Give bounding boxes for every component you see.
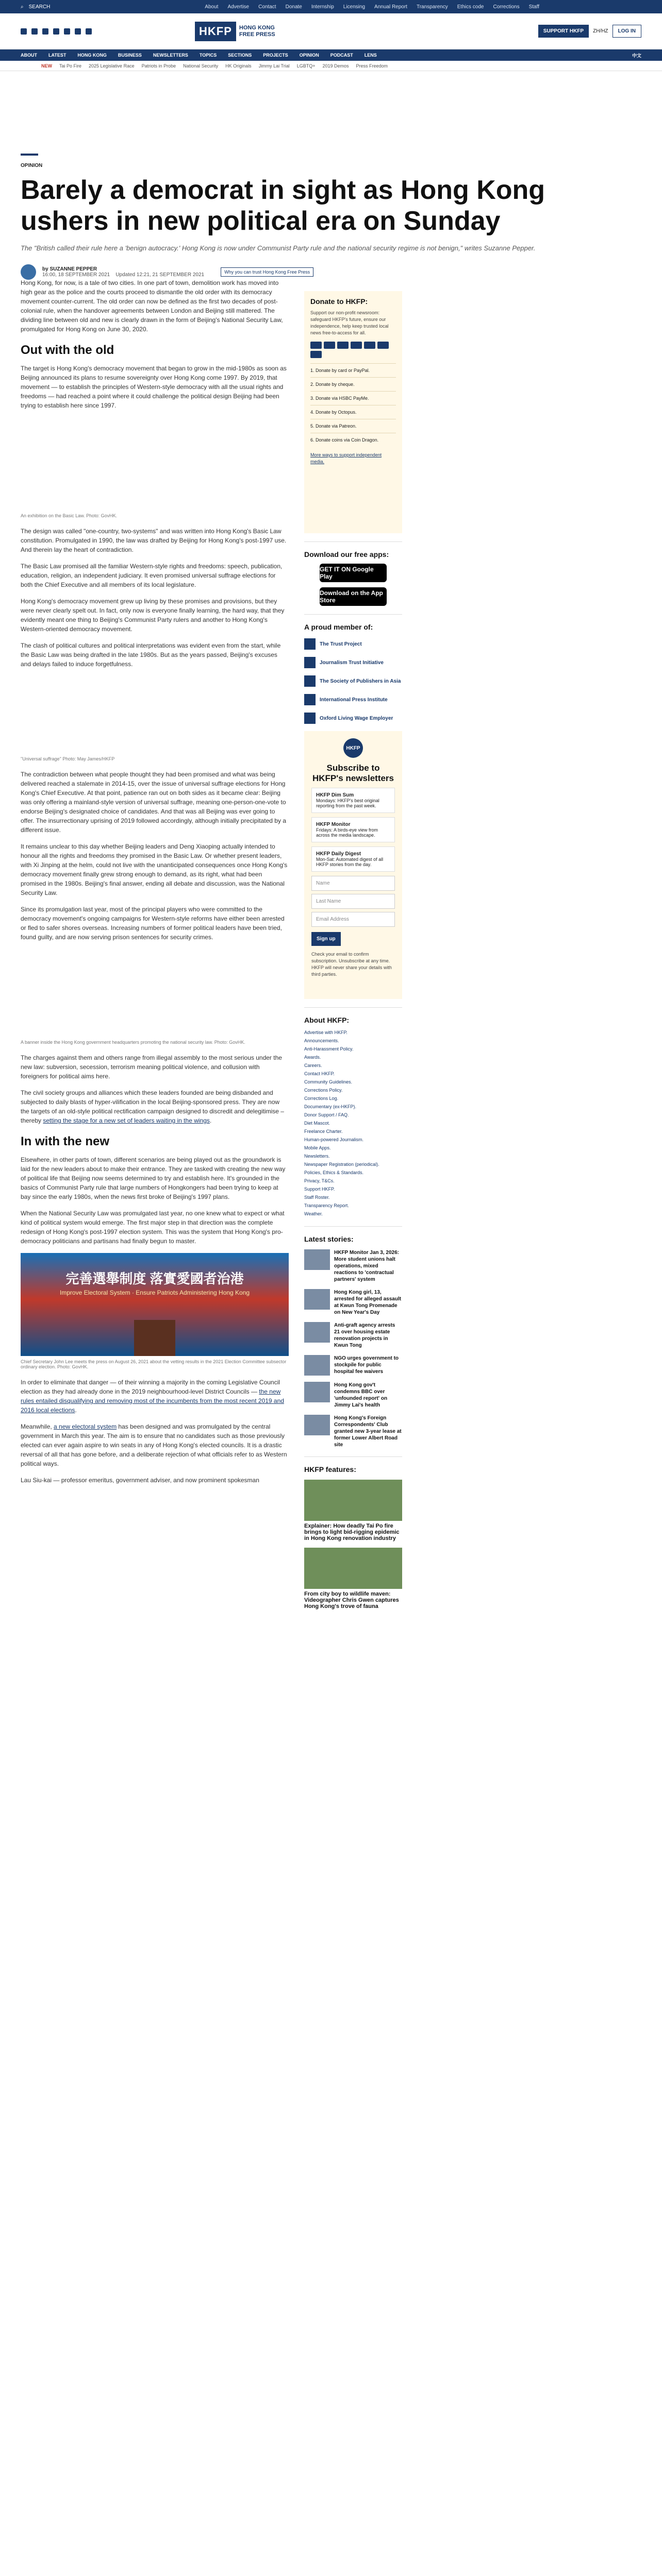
newsletter-option[interactable]: HKFP Dim Sum Mondays: HKFP's best original reporting from the past week. [311, 788, 395, 813]
banner-subline: Improve Electoral System · Ensure Patriots Administering Hong Kong [59, 1289, 250, 1296]
about-link[interactable]: Documentary (ex-HKFP). [304, 1104, 357, 1109]
paypal-icon [351, 342, 362, 349]
ipi-icon [304, 694, 316, 705]
logo-text-2: FREE PRESS [239, 31, 275, 38]
author-name[interactable]: by SUZANNE PEPPER [42, 266, 97, 272]
inline-link[interactable]: setting the stage for a new set of leaders waiting in the wings [43, 1117, 210, 1124]
utility-link[interactable]: Transparency [416, 4, 448, 10]
payment-icons [310, 342, 396, 358]
trust-project-icon [304, 638, 316, 650]
article-body [21, 278, 289, 1492]
story-item[interactable]: HKFP Monitor Jan 3, 2026: More student unions halt operations, mixed reactions to 'contractual partners' system [304, 1249, 402, 1283]
support-button[interactable]: SUPPORT HKFP [538, 25, 589, 38]
article-header [0, 154, 662, 280]
article-title: Barely a democrat in sight as Hong Kong ushers in new political era on Sunday [21, 175, 545, 236]
nav-item-latest[interactable]: LATEST [48, 53, 67, 58]
utility-link[interactable]: Donate [285, 4, 302, 10]
trending-link[interactable]: 2019 Demos [322, 63, 349, 69]
paragraph: The civil society groups and alliances which these leaders founded are being disbanded and subjected to daily blasts of hyper-vilification in the local Beijing-sponsored press. They are now the targets of an old-style political rectification campaign designed to discredit and delegitimise – thereby setting the stage for a new set of leaders waiting in the wings. [21, 1089, 284, 1124]
youtube-icon[interactable] [53, 28, 59, 35]
updated-date: Updated 12:21, 21 SEPTEMBER 2021 [115, 272, 205, 278]
feature-thumbnail [304, 1548, 402, 1589]
story-thumbnail [304, 1322, 330, 1343]
member-logo[interactable]: Journalism Trust Initiative [304, 657, 402, 668]
story-thumbnail [304, 1355, 330, 1376]
about-link[interactable]: Corrections Policy. [304, 1088, 343, 1093]
utility-link[interactable]: Ethics code [457, 4, 484, 10]
story-thumbnail [304, 1289, 330, 1310]
newsletter-option[interactable]: HKFP Daily Digest Mon-Sat: Automated digest of all HKFP stories from the day. [311, 846, 395, 872]
about-link[interactable]: Policies, Ethics & Standards. [304, 1170, 364, 1175]
paragraph: Meanwhile, a new electoral system has been designed and was promulgated by the central government in March this year. The aim is to ensure that no candidates such as those previously elected can ever again aspire to win seats in any of Hong Kong's elected councils. It is a drastic reversal of all that has gone before, and a deliberate rejection of what officials refer to as Western political ways. [21, 1423, 287, 1467]
divider [304, 614, 402, 615]
photo-caption: "Universal suffrage" Photo: May James/HKFP [21, 756, 115, 761]
app-store-badge[interactable]: Download on the App Store [320, 587, 387, 606]
facebook-icon[interactable] [21, 28, 27, 35]
subheading: In with the new [21, 1134, 109, 1148]
basic-law-exhibition-photo [21, 417, 289, 510]
utility-link[interactable]: Corrections [493, 4, 520, 10]
trending-bar [0, 61, 662, 71]
email-field[interactable]: Email Address [311, 912, 395, 927]
about-link[interactable]: Transparency Report. [304, 1203, 349, 1208]
paragraph: When the National Security Law was promulgated last year, no one knew what to expect or what kind of political system would emerge. The first major step in that direction was the complete redesign of Hong Kong's post-1997 election system. This was the system that Hong Kong's pro-democracy politicians and partisans had finally begun to master. [21, 1210, 285, 1245]
site-header [0, 13, 662, 49]
first-name-field[interactable]: Name [311, 876, 395, 891]
about-link[interactable]: Newsletters. [304, 1154, 330, 1159]
trending-link[interactable]: National Security [183, 63, 219, 69]
story-thumbnail [304, 1249, 330, 1270]
trending-link[interactable]: Jimmy Lai Trial [258, 63, 290, 69]
newsletter-title: Subscribe to HKFP's newsletters [312, 763, 394, 783]
article-deck: The "British called their rule here a 'benign autocracy.' Hong Kong is now under Communist Party rule and the national security regime is not benign," writes Suzanne Pepper. [21, 244, 536, 252]
about-title: About HKFP: [304, 1016, 350, 1024]
subheading: Out with the old [21, 343, 114, 357]
logo-text-1: HONG KONG [239, 24, 275, 31]
about-link[interactable]: Mobile Apps. [304, 1145, 331, 1150]
story-item[interactable]: Hong Kong girl, 13, arrested for alleged assault at Kwun Tong Promenade on New Year's Day [304, 1289, 402, 1316]
photo-caption: Chief Secretary John Lee meets the press on August 26, 2021 about the vetting results in the 2021 Election Committee subsector ordinary election. Photo: GovHK. [21, 1359, 287, 1369]
feature-item[interactable]: From city boy to wildlife maven: Videographer Chris Gwen captures Hong Kong's trove of fauna [304, 1548, 402, 1609]
article-kicker[interactable]: OPINION [21, 163, 43, 168]
paragraph: The contradiction between what people thought they had been promised and what was being delivered reached a stalemate in 2014-15, over the issue of universal suffrage elections for Hong Kong's Chief Executive. At that point, patience ran out on both sides as it became clear: Beijing was only offering a mainland-style version of universal suffrage, meaning one-person-one-vote to endorse Beijing's designated choice of candidates. And that was all Beijing was ever going to offer. The insurrectionary uprising of 2019 followed accordingly, although initially precipitated by a different issue. [21, 771, 286, 834]
inline-link[interactable]: a new electoral system [54, 1423, 117, 1430]
donate-title: Donate to HKFP: [310, 297, 368, 306]
signup-button[interactable]: Sign up [311, 932, 341, 946]
story-item[interactable]: NGO urges government to stockpile for public hospital fee waivers [304, 1355, 402, 1376]
about-link[interactable]: Freelance Charter. [304, 1129, 343, 1134]
utility-link[interactable]: Annual Report [374, 4, 407, 10]
latest-title: Latest stories: [304, 1235, 354, 1243]
story-item[interactable]: Hong Kong's Foreign Correspondents' Club granted new 3-year lease at former Lower Albert Road site [304, 1415, 402, 1448]
payme-icon [364, 342, 375, 349]
sopa-icon [304, 675, 316, 687]
about-link[interactable]: Weather. [304, 1211, 323, 1216]
banner-headline: 完善選舉制度 落實愛國者治港 [65, 1271, 244, 1286]
member-logo[interactable]: Oxford Living Wage Employer [304, 713, 402, 724]
story-thumbnail [304, 1415, 330, 1435]
universal-suffrage-photo [21, 676, 289, 753]
about-link[interactable]: Support HKFP. [304, 1187, 335, 1192]
nav-item-lens[interactable]: LENS [364, 53, 377, 58]
trust-badge[interactable]: Why you can trust Hong Kong Free Press [221, 267, 313, 277]
trending-link[interactable]: Tai Po Fire [59, 63, 82, 69]
utility-link[interactable]: Internship [311, 4, 334, 10]
member-title: A proud member of: [304, 623, 373, 631]
story-item[interactable]: Anti-graft agency arrests 21 over housing estate renovation projects in Kwun Tong [304, 1322, 402, 1349]
site-logo[interactable]: HKFP HONG KONG FREE PRESS [195, 22, 275, 41]
donate-option[interactable]: 2. Donate by cheque. [310, 377, 396, 391]
story-item[interactable]: Hong Kong gov't condemns BBC over 'unfounded report' on Jimmy Lai's health [304, 1382, 402, 1409]
inline-link[interactable]: the new rules entailed disqualifying and removing most of the incumbents from the most recent 2019 and 2016 local elections [21, 1388, 284, 1414]
living-wage-icon [304, 713, 316, 724]
about-link[interactable]: Staff Roster. [304, 1195, 330, 1200]
about-link[interactable]: Community Guidelines. [304, 1079, 353, 1084]
trending-link[interactable]: HK Originals [225, 63, 252, 69]
paragraph: It remains unclear to this day whether Beijing leaders and Deng Xiaoping actually intended to honour all the rights and freedoms they promised in the Basic Law. Or whether present leaders, with Xi Jinping at the helm, could not live with the unanticipated consequences once Hong Kong's democracy movement finally grew strong enough to demand, as its right, what had been promised in the 1980s. Beijing's final answer, ending all debate and discussion, was the National Security Law. [21, 843, 288, 896]
about-link[interactable]: Newspaper Registration (periodical). [304, 1162, 379, 1167]
donate-box [304, 291, 402, 533]
about-link[interactable]: Human-powered Journalism. [304, 1137, 364, 1142]
feature-item[interactable]: Explainer: How deadly Tai Po fire brings to light bid-rigging epidemic in Hong Kong renovation industry [304, 1480, 402, 1541]
nav-item-about[interactable]: ABOUT [21, 53, 37, 58]
donate-option[interactable]: 1. Donate by card or PayPal. [310, 363, 396, 377]
section-rule [21, 154, 38, 156]
divider [304, 541, 402, 542]
about-link[interactable]: Careers. [304, 1063, 322, 1068]
login-button[interactable]: LOG IN [613, 25, 641, 38]
about-link[interactable]: Announcements. [304, 1038, 339, 1043]
amex-icon [337, 342, 349, 349]
features-title: HKFP features: [304, 1465, 356, 1473]
jti-icon [304, 657, 316, 668]
donate-text: Support our non-profit newsroom: safeguard HKFP's future, ensure our independence, help keep trusted local news free-to-access for all. [310, 310, 389, 335]
donate-option[interactable]: 5. Donate via Patreon. [310, 419, 396, 433]
feature-thumbnail [304, 1480, 402, 1521]
patreon-icon [310, 351, 322, 358]
utility-link[interactable]: Staff [528, 4, 539, 10]
story-thumbnail [304, 1382, 330, 1402]
apps-title: Download our free apps: [304, 550, 389, 558]
hkfp-badge-icon: HKFP [343, 738, 363, 758]
divider [304, 1226, 402, 1227]
sidebar [304, 291, 402, 1616]
instagram-icon[interactable] [42, 28, 48, 35]
member-logo[interactable]: The Trust Project [304, 638, 402, 650]
visa-icon [324, 342, 335, 349]
author-avatar [21, 264, 36, 280]
paragraph: The Basic Law promised all the familiar Western-style rights and freedoms: speech, publication, education, religion, an independent judiciary. It even promised universal suffrage elections for both the Chief Executive and all members of its local legislature. [21, 563, 283, 588]
mastercard-icon [310, 342, 322, 349]
paragraph: Hong Kong's democracy movement grew up living by these promises and provisions, but they were never clearly spelt out. In fact, only now is everyone finally learning, the hard way, that they evidently meant one thing to Beijing's Communist Party rulers and another to Hong Kong's Western-oriented democracy movement. [21, 598, 285, 633]
language-toggle[interactable]: ZH/HZ [593, 28, 608, 34]
more-ways-link[interactable]: More ways to support independent media. [310, 452, 382, 464]
paragraph: Hong Kong, for now, is a tale of two cities. In one part of town, demolition work has moved into high gear as the police and the courts proceed to dismantle the old order with its democracy movement counter-current. The old order can now be defined as the first two decades of post-colonial rule, when the handover agreements between London and Beijing still mattered. The dividing line between old and new is clearly drawn in the form of Beijing's National Security Law, promulgated for Hong Kong on June 30, 2020. [21, 279, 283, 333]
utility-link[interactable]: Contact [258, 4, 276, 10]
telegram-icon[interactable] [64, 28, 70, 35]
donate-option[interactable]: 4. Donate by Octopus. [310, 405, 396, 419]
trending-label: NEW [41, 63, 52, 69]
about-link[interactable]: Awards. [304, 1055, 321, 1060]
paragraph: Elsewhere, in other parts of town, different scenarios are being played out as the groundwork is laid for the new leaders about to make their entrance. They are tasked with creating the new way of political life that Beijing now seems determined to try and establish here. It's grounded in the basics of Communist Party rule that large numbers of Hongkongers had been trying to keep at bay since the early 1980s, when the news first broke of Beijing's 1997 plans. [21, 1156, 286, 1200]
about-list [304, 1028, 402, 1218]
paragraph: The clash of political cultures and political interpretations was evident even from the start, while the Basic Law was being drafted in the late 1980s. But as the years passed, Beijing's excuses and delays failed to induce forgetfulness. [21, 642, 281, 668]
search-icon[interactable]: ⌕ [21, 4, 24, 10]
nsl-banner-photo [21, 949, 289, 1037]
paragraph: In order to eliminate that danger — of their winning a majority in the coming Legislative Council election as they had already done in the 2019 neighbourhood-level District Councils — the new rules entailed disqualifying and removing most of the incumbents from the most recent 2019 and 2016 local elections. [21, 1379, 284, 1414]
donate-option[interactable]: 6. Donate coins via Coin Dragon. [310, 433, 396, 447]
press-conference-photo [21, 1253, 289, 1356]
newsletter-note: Check your email to confirm subscription. Unsubscribe at any time. HKFP will never share your details with third parties. [311, 952, 392, 977]
trending-link[interactable]: 2025 Legislative Race [89, 63, 135, 69]
donate-option[interactable]: 3. Donate via HSBC PayMe. [310, 391, 396, 405]
divider [304, 1007, 402, 1008]
nav-item-opinion[interactable]: OPINION [299, 53, 319, 58]
trending-link[interactable]: Press Freedom [356, 63, 388, 69]
paragraph: Since its promulgation last year, most of the principal players who were committed to the democracy movement's ongoing campaigns for Western-style reforms have either been arrested or fled to safer shores overseas. Increasing numbers of former political leaders have been tried, found guilty, and are now serving prison sentences for security crimes. [21, 906, 285, 941]
publish-date: 16:00, 18 SEPTEMBER 2021 [42, 272, 110, 278]
paragraph: The target is Hong Kong's democracy movement that began to grow in the mid-1980s as soon as Beijing announced its plans to resume sovereignty over Hong Kong come 1997. By 2019, that movement — to establish the principles of Western-style democracy with all the usual rights and freedoms — had reached a point where it could challenge the political design Beijing had been trying to establish here since 1997. [21, 365, 287, 409]
octopus-icon [377, 342, 389, 349]
about-link[interactable]: Advertise with HKFP. [304, 1030, 347, 1035]
linkedin-icon[interactable] [75, 28, 81, 35]
paragraph: The design was called "one-country, two-systems" and was written into Hong Kong's Basic Law constitution. Promulgated in 1990, the law was drafted by Beijing for Hong Kong's post-1997 use. And therein lay the heart of contradiction. [21, 528, 287, 553]
member-logo[interactable]: International Press Institute [304, 694, 402, 705]
main-nav [0, 49, 662, 61]
paragraph: Lau Siu-kai — professor emeritus, government adviser, and now prominent spokesman [21, 1477, 259, 1484]
trending-link[interactable]: Patriots in Probe [141, 63, 176, 69]
divider [304, 1456, 402, 1457]
about-link[interactable]: Contact HKFP. [304, 1071, 335, 1076]
newsletter-option[interactable]: HKFP Monitor Fridays: A birds-eye view from across the media landscape. [311, 817, 395, 842]
byline [21, 264, 641, 280]
nav-item-projects[interactable]: PROJECTS [263, 53, 288, 58]
utility-link[interactable]: About [205, 4, 219, 10]
nav-language[interactable]: 中文 [632, 53, 641, 58]
photo-caption: An exhibition on the Basic Law. Photo: GovHK. [21, 513, 118, 518]
search-link[interactable]: SEARCH [28, 4, 51, 10]
utility-links [205, 4, 539, 10]
member-logo[interactable]: The Society of Publishers in Asia [304, 675, 402, 687]
rss-icon[interactable] [86, 28, 92, 35]
about-link[interactable]: Privacy, T&Cs. [304, 1178, 335, 1183]
newsletter-box [304, 731, 402, 999]
photo-caption: A banner inside the Hong Kong government headquarters promoting the national security law. Photo: GovHK. [21, 1040, 245, 1045]
paragraph: The charges against them and others range from illegal assembly to the most serious under the new law: subversion, secession, terrorism meaning political violence, and collusion with foreigners for political aims here. [21, 1054, 282, 1080]
about-link[interactable]: Anti-Harassment Policy. [304, 1046, 354, 1052]
utility-link[interactable]: Licensing [343, 4, 366, 10]
about-link[interactable]: Donor Support / FAQ. [304, 1112, 349, 1117]
last-name-field[interactable]: Last Name [311, 894, 395, 909]
twitter-icon[interactable] [31, 28, 38, 35]
nav-item-podcast[interactable]: PODCAST [330, 53, 353, 58]
nav-item-hong-kong[interactable]: HONG KONG [77, 53, 107, 58]
google-play-badge[interactable]: GET IT ON Google Play [320, 564, 387, 582]
nav-item-sections[interactable]: SECTIONS [228, 53, 252, 58]
about-link[interactable]: Diet Mascot. [304, 1121, 330, 1126]
nav-item-business[interactable]: BUSINESS [118, 53, 142, 58]
trending-link[interactable]: LGBTQ+ [296, 63, 316, 69]
podium [134, 1320, 175, 1356]
utility-link[interactable]: Advertise [227, 4, 250, 10]
nav-item-topics[interactable]: TOPICS [199, 53, 217, 58]
about-link[interactable]: Corrections Log. [304, 1096, 339, 1101]
nav-item-newsletters[interactable]: NEWSLETTERS [153, 53, 188, 58]
utility-bar [0, 0, 662, 13]
social-icons [21, 28, 92, 35]
